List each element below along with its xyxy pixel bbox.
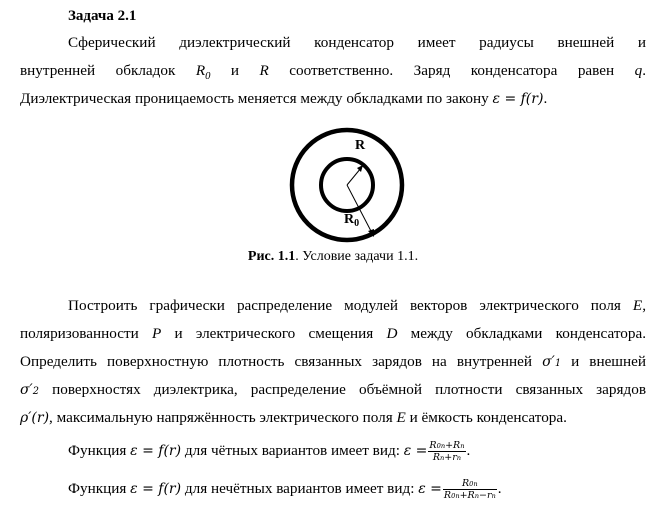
func-even-line [68, 440, 646, 463]
func-odd-text1: Функция [68, 479, 131, 497]
para2-text6: и внешней [561, 353, 646, 370]
caption-text: . Условие задачи 1.1. [295, 249, 419, 264]
para1-line2 [20, 61, 646, 87]
para2-text2: поляризованности [20, 325, 152, 342]
para1-period: . [642, 62, 646, 79]
var-R: R [259, 62, 269, 79]
label-R: R [355, 138, 366, 153]
func-odd-denominator: $R_0^n+R^n-r^n$ [443, 490, 496, 501]
para2-comma: , [642, 297, 646, 314]
para2-text5: Определить поверхностную плотность связанных зарядов на внутренней [20, 353, 543, 370]
capacitor-figure [279, 125, 419, 245]
sigma1: $\sigma'_1$ [542, 354, 562, 370]
para2-line5 [20, 408, 646, 428]
func-even-fraction [428, 440, 465, 463]
para2-text7: поверхностях диэлектрика, распределение объёмной плотности связанных зарядов [38, 381, 646, 398]
para2-text4: между обкладками конденсатора. [397, 325, 646, 342]
para1-text-and: и [210, 62, 260, 79]
var-q: q [634, 62, 643, 79]
para2-line1 [68, 296, 646, 316]
problem-title: Задача 2.1 [68, 8, 137, 24]
figure-caption [0, 248, 666, 266]
para2-text1: Построить графически распределение модулей векторов электрического поля [68, 297, 633, 314]
inner-arrowhead [357, 165, 363, 172]
para2-line2 [20, 324, 646, 344]
func-odd-period: . [497, 479, 502, 497]
para1-line3 [20, 89, 646, 109]
para2-line3 [20, 352, 646, 372]
func-odd-lhs: ε = [418, 480, 442, 497]
para2-text9: и ёмкость конденсатора. [405, 409, 567, 426]
func-odd-numerator: $R_0^n$ [462, 478, 478, 489]
var-D: D [386, 325, 398, 342]
func-even-formula: ε = f(r) [130, 442, 182, 459]
rho-prime: ρ′(r) [20, 410, 50, 426]
func-even-period: . [466, 441, 471, 459]
func-even-denominator: $R^n+r^n$ [428, 451, 465, 463]
func-even-text2: для чётных вариантов имеет вид: [181, 441, 404, 459]
para1-period2: . [543, 90, 548, 107]
label-R0: $R_0$ [344, 212, 360, 229]
var-E: E [632, 297, 643, 314]
formula-eps: ε = f(r) [492, 91, 544, 107]
var-E2: E [396, 409, 406, 426]
inner-radius-arrow [347, 168, 361, 185]
para2-text3: и электрического смещения [161, 325, 387, 342]
func-odd-line [68, 478, 646, 501]
para1-text: внутренней обкладок [20, 62, 176, 79]
var-R0: $R_0$ [195, 62, 211, 83]
func-odd-formula: ε = f(r) [130, 480, 182, 497]
func-even-lhs: ε = [403, 442, 428, 459]
func-odd-text2: для нечётных вариантов имеет вид: [181, 479, 419, 497]
para1-text-charge: соответственно. Заряд конденсатора равен [268, 62, 635, 79]
func-even-text1: Функция [68, 441, 131, 459]
var-P: P [151, 325, 162, 342]
sigma2: $\sigma'_2$ [20, 382, 39, 398]
para1-line1: Сферический диэлектрический конденсатор имеет радиусы внешней и [68, 34, 646, 51]
func-even-numerator: $R_0^n+R^n$ [429, 440, 465, 451]
caption-label: Рис. 1.1 [247, 249, 296, 264]
para1-text-law: Диэлектрическая проницаемость меняется между обкладками по закону [20, 90, 493, 107]
func-odd-fraction [443, 478, 497, 501]
para2-text8: , максимальную напряжённость электрического поля [49, 409, 397, 426]
para2-line4 [20, 380, 646, 400]
